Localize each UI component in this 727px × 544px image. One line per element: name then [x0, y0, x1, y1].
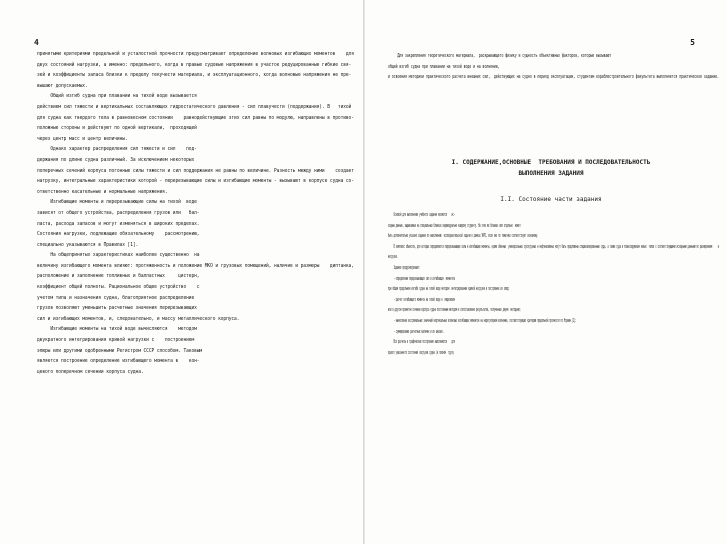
text-line: и освоения методики практического расчета внешних сил, действующих на судно в период эксплуатации, студентам кораблестроительного факультета выполняется практическое задание. — [388, 74, 719, 81]
right-page-intro — [388, 51, 719, 83]
text-line: цевого поперечном сечении корпуса судна. — [37, 368, 144, 375]
text-line: В комплекс объектов, для которых определяются перерезывающие силы и изгибающие моменты, кроме обычных универсальных сухогрузных и нефтеналивных могут быть предложены специализированные суда, а также суда и плавсооружения новых типов с соответствующими исходными данными по размерениям и — [388, 243, 719, 250]
text-line: для судна как твердого тела в равновесном состоянии равнодействующие этих сил равны по модулю, направлены в противо- — [37, 114, 354, 121]
heading-line: I. СОДЕРЖАНИЕ,ОСНОВНЫЕ ТРЕБОВАНИЯ И ПОСЛЕДОВАТЕЛЬНОСТЬ — [451, 159, 651, 166]
text-line: эпюры или другими одобренными Регистром СССР способом. Таковым — [37, 347, 203, 354]
section-heading — [396, 158, 706, 179]
right-page-body — [388, 210, 719, 358]
text-line: двух состояний нагрузки, а именно: предельного, когда в правые судовые напряжения в участок редуцированные гибкие свя- — [37, 61, 352, 68]
text-line: Состояния нагрузки, подлежащие обязательному рассмотрению, — [37, 231, 200, 238]
text-line: действием сил тяжести и вертикальных составляющих гидростатического давления - сил плавучести (поддержания). В тихой — [37, 103, 352, 110]
text-line: Задание предусматривает: — [388, 264, 421, 271]
text-line: является построение определение изгибающего момента в кон- — [37, 358, 200, 365]
text-line: зависят от общего устройства, распределения грузов или бал- — [37, 209, 200, 216]
text-line: при общем продольном изгибе судна на тихой воде методом интегрирования кривой нагрузки и построение их эпюр; — [388, 286, 510, 293]
text-line: вышают допускаемых. — [37, 82, 88, 89]
text-line: Общий изгиб судна при плавании на тихой воде вызывается — [37, 93, 197, 100]
heading-line: ВЫПОЛНЕНИЯ ЗАДАНИЯ — [518, 169, 584, 177]
text-line: зей и коэффициенты запаса близки к пределу текучести материала, и эксплуатационного, когда волновые напряжения не пре- — [37, 72, 352, 79]
right-page-number: 5 — [690, 38, 695, 47]
text-line: Изгибающие моменты на тихой воде вычисляются методом — [37, 326, 197, 333]
text-line: - расчет изгибающего момента на тихой воде в миделевом — [388, 296, 455, 303]
text-line: нагрузку, интегральные характеристики которой - перерезывающие силы и изгибающие моменты - вызывают в корпусе судна со- — [37, 178, 354, 185]
text-line: сил и изгибающих моментов, и, следовательно, и массу металлического корпуса. — [37, 315, 240, 322]
text-line: учетом типа и назначения судна, благоприятное распределение — [37, 294, 195, 301]
text-line: На общепринятых характеристиках наиболее существенно на — [37, 252, 200, 259]
text-line: одного указанного состояния загрузки судна (в полном грузу — [388, 349, 454, 356]
text-line: специально указываются в Правилах [1]. — [37, 241, 139, 248]
text-line: Для закрепления теоретического материала, раскрывающего физику и сущность объективных факторов, которые вызывают — [388, 53, 612, 59]
subsection-heading: I.I. Состояние части задания — [500, 196, 602, 203]
text-line: ответственно касательные и нормальные напряжения. — [37, 188, 168, 195]
text-line: держания по длине судна различный. За исключением некоторых — [37, 156, 195, 163]
text-line: двукратного интегрирования кривой нагрузки с построением — [37, 337, 195, 344]
book-gutter — [363, 0, 365, 544]
text-line: через центр масс и центр величины. — [37, 135, 128, 142]
left-page — [0, 0, 362, 544]
text-line: поперечных сечений корпуса погонные силы тяжести и сил поддержания не равны по величине. Разность между ними создает — [37, 167, 354, 174]
text-line: положные стороны и действуют по одной вертикали, проходящей — [37, 125, 197, 132]
text-line: Основой для выполнения учебного задания являются ис- — [388, 212, 455, 218]
text-line: Однако характер распределения сил тяжести и сил под- — [37, 146, 197, 153]
text-line: - вычисление экстремальных значений вертикальных волновых изгибающих моментов на нерегулярном волнении, соответствующих критерию предельной прочности по Нормам [2]; — [388, 317, 577, 324]
text-line: коэффициент общей полноты. Рациональное общее устройство с — [37, 284, 200, 291]
text-line: величину изгибающего момента влияют: протяженность и положение МКО и грузовых помещений, наличие и размеры диптанка, — [37, 262, 354, 269]
text-line: быть дополнительно указано задание по выполнению исследовательской задачи в рамках УИРС, если оно по тематике соответствует основному. — [388, 233, 539, 240]
text-line: принятыми критериями предельной и усталостной прочности предусматривает определение волновых изгибающих моментов для — [37, 51, 354, 57]
left-page-text — [37, 49, 354, 377]
text-line: расположение и заполнение топливных и балластных цистерн, — [37, 273, 200, 280]
text-line: ходные данные, выдаваемые на специальных бланках индивидуально каждому студенту. На этих же бланках или отдельно может — [388, 222, 521, 229]
left-page-number: 4 — [34, 38, 39, 47]
text-line: грузов позволяют уменьшить расчетные значения перерезывающих — [37, 305, 197, 312]
text-line: или в другом принятом сечении корпуса судна постоянным методом и сопоставление результатов, полученных двумя методами; — [388, 307, 521, 314]
text-line: нагрузке. — [388, 254, 399, 261]
text-line: ласта, расхода запасов и могут изменяться в широких пределах. — [37, 220, 200, 227]
text-line: Все расчеты и графические построения выполняются для — [388, 339, 455, 346]
text-line: - суммирование расчетных величин и их анализ. — [388, 328, 444, 335]
text-line: Изгибающие моменты и перерезывающие силы на тихой воде — [37, 199, 197, 206]
text-line: - определение перерезывающих сил и изгибающих моментов — [388, 275, 455, 282]
right-page — [366, 0, 727, 544]
text-line: общий изгиб судна при плавании на тихой воде и на волнении, — [388, 63, 500, 70]
